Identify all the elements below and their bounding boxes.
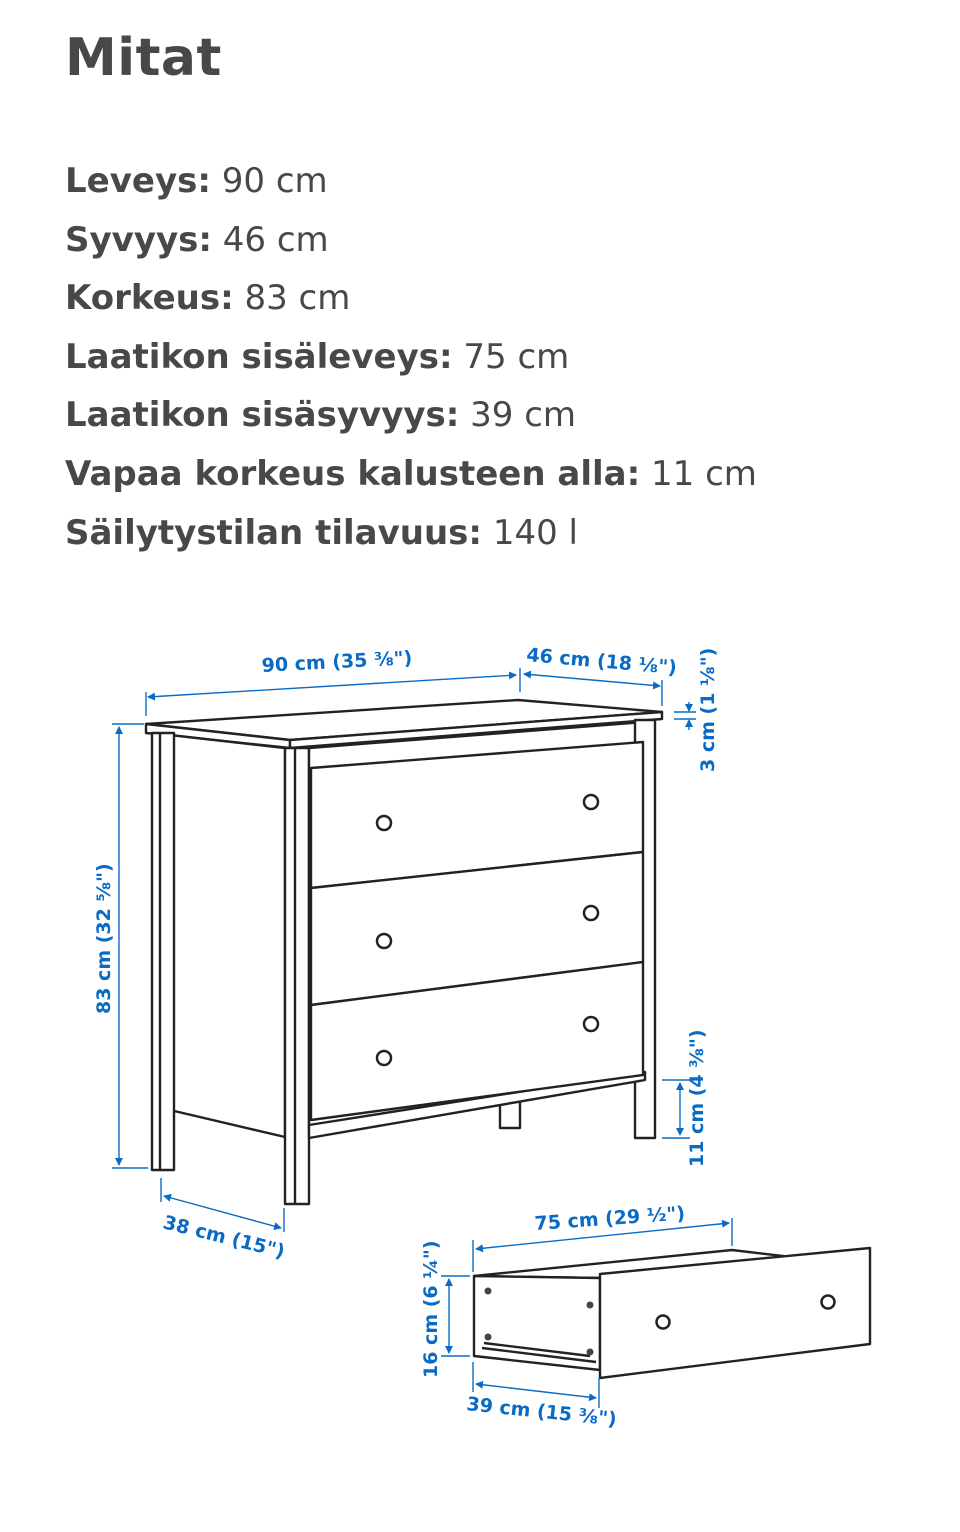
drawer-drawing — [474, 1248, 870, 1378]
dimensions-list — [65, 152, 757, 562]
dim-label-top-thickness: 3 cm (1 ⅛") — [697, 647, 719, 772]
spec-label: Laatikon sisäleveys: — [65, 336, 453, 377]
spec-value: 140 l — [492, 512, 578, 553]
spec-row-volume — [65, 504, 757, 563]
spec-label: Korkeus: — [65, 278, 234, 319]
spec-label: Vapaa korkeus kalusteen alla: — [65, 453, 641, 494]
dim-label-drawer-height: 16 cm (6 ¼") — [420, 1240, 442, 1378]
spec-value: 39 cm — [470, 395, 577, 436]
spec-label: Leveys: — [65, 161, 211, 201]
spec-label: Säilytystilan tilavuus: — [65, 512, 483, 553]
spec-value: 46 cm — [222, 219, 329, 260]
spec-value: 75 cm — [463, 336, 570, 377]
spec-row-width — [65, 152, 757, 211]
spec-label: Syvyys: — [65, 219, 212, 260]
dimension-diagram — [0, 600, 960, 1532]
dim-label-drawer-width: 75 cm (29 ½") — [533, 1202, 686, 1235]
dim-label-drawer-depth: 39 cm (15 ⅜") — [465, 1393, 618, 1431]
dim-label-height: 83 cm (32 ⅝") — [93, 863, 115, 1014]
dim-label-clearance: 11 cm (4 ⅜") — [686, 1029, 708, 1167]
spec-row-clearance — [65, 445, 757, 504]
page-title: Mitat — [65, 28, 222, 88]
spec-row-height — [65, 269, 757, 328]
dresser-drawing — [146, 700, 662, 1204]
spec-value: 83 cm — [244, 278, 351, 319]
spec-label: Laatikon sisäsyvyys: — [65, 395, 460, 436]
spec-row-depth — [65, 211, 757, 270]
spec-value: 11 cm — [651, 453, 757, 494]
spec-value: 90 cm — [221, 161, 328, 201]
dim-label-width: 90 cm (35 ⅜") — [261, 647, 413, 677]
dim-label-depth: 46 cm (18 ⅛") — [525, 644, 678, 680]
spec-row-drawer-inner-width — [65, 328, 757, 387]
dim-label-side-depth: 38 cm (15") — [160, 1211, 287, 1263]
spec-row-drawer-inner-depth — [65, 386, 757, 445]
